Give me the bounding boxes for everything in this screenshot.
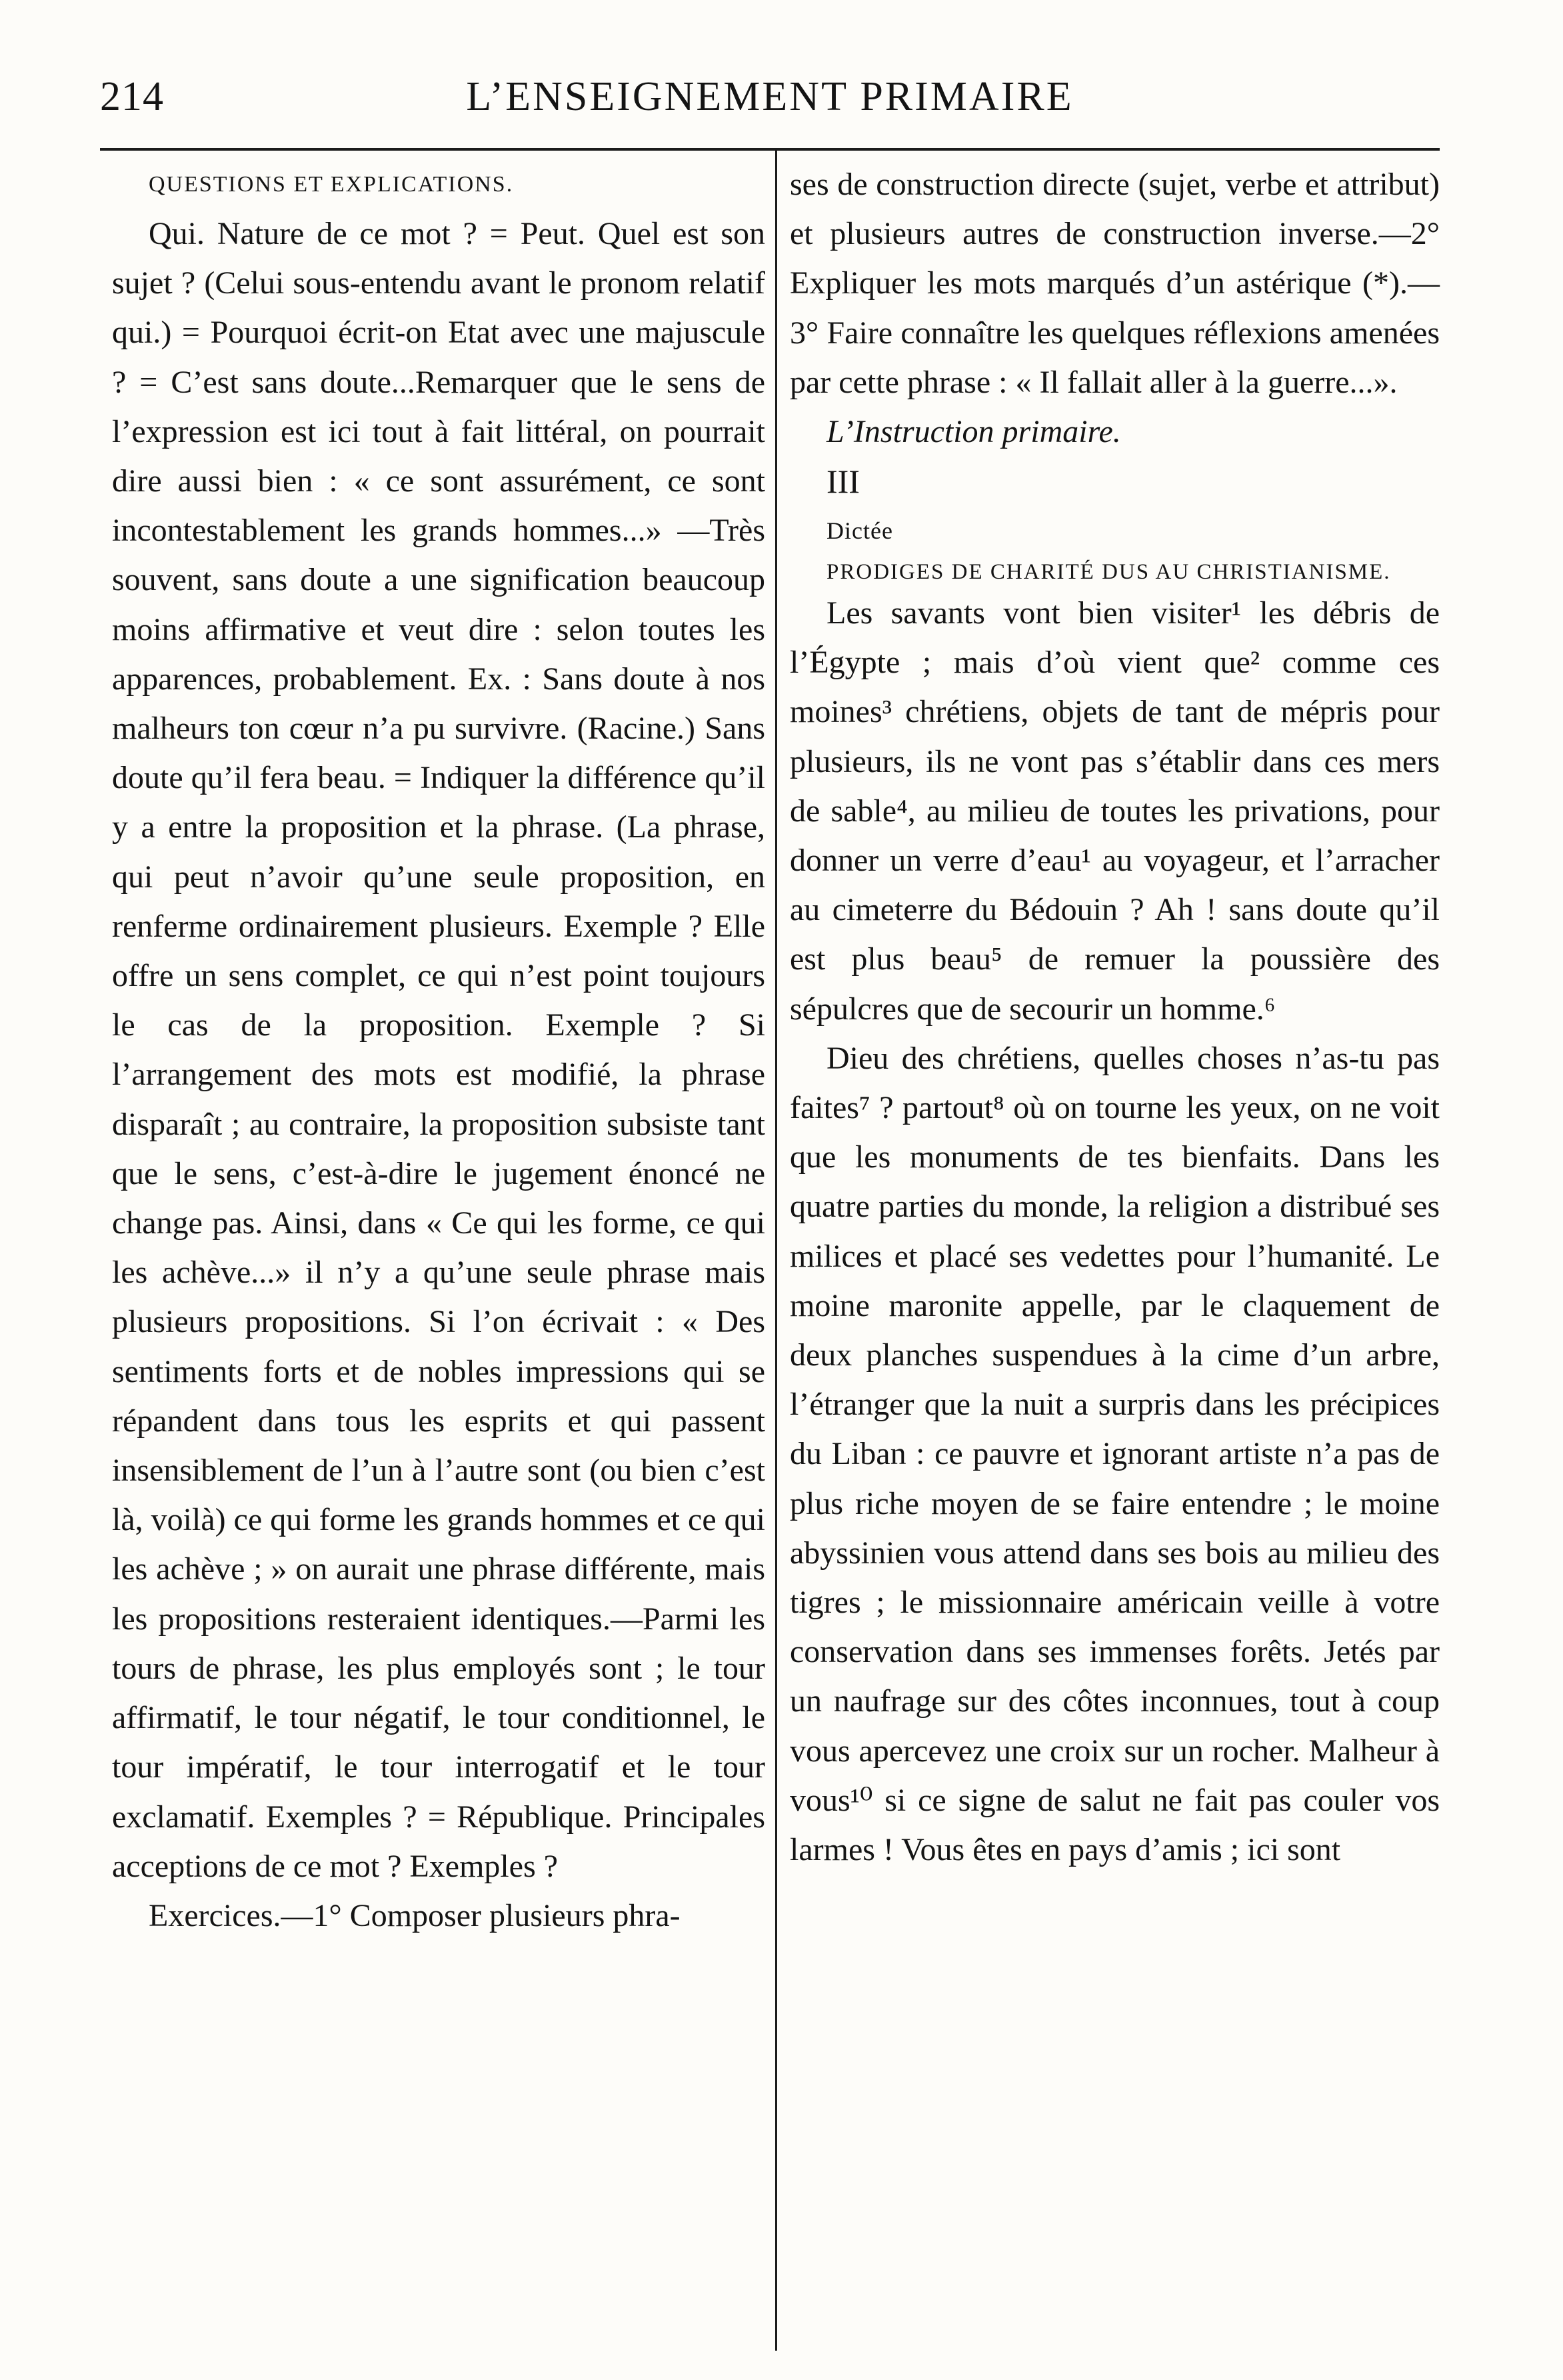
left-column [112, 160, 765, 1941]
running-title: L’ENSEIGNEMENT PRIMAIRE [466, 74, 1074, 119]
page-header [100, 67, 1440, 127]
dictation-title: PRODIGES DE CHARITÉ DUS AU CHRISTIANISME. [826, 560, 1391, 585]
exercises-paragraph: Exercices.—1° Composer plusieurs phra- [149, 1897, 681, 1933]
questions-body: Qui. Nature de ce mot ? = Peut. Quel est son sujet ? (Celui sous-entendu avant le pronom relatif qui.) = Pourquoi écrit-on Etat avec une majuscule ? = C’est sans doute...Remarquer que le sens de l’expression est ici tout à fait littéral, on pourrait dire aussi bien : « ce sont assurément, ce sont incontestablement les grands hommes...» —Très souvent, sans doute a une signification beaucoup moins affirmative et veut dire : selon toutes les apparences, probablement. Ex. : Sans doute à nos malheurs ton cœur n’a pu survivre. (Racine.) Sans doute qu’il fera beau. = Indiquer la différence qu’il y a entre la proposition et la phrase. (La phrase, qui peut n’avoir qu’une seule proposition, en renferme ordinairement plusieurs. Exemple ? Elle offre un sens complet, ce qui n’est point toujours le cas de la proposition. Exemple ? Si l’arrangement des mots est modifié, la phrase disparaît ; au contraire, la proposition subsiste tant que le sens, c’est-à-dire le jugement énoncé ne change pas. Ainsi, dans « Ce qui les forme, ce qui les achève...» il n’y a qu’une seule phrase mais plusieurs propositions. Si l’on écrivait : « Des sentiments forts et de nobles impressions qui se répandent dans tous les esprits et qui passent insensiblement de l’un à l’autre sont (ou bien c’est là, voilà) ce qui forme les grands hommes et ce qui les achève ; » on aurait une phrase différente, mais les propositions resteraient identiques.—Parmi les tours de phrase, les plus employés sont ; le tour affirmatif, le tour négatif, le tour conditionnel, le tour impératif, le tour interrogatif et le tour exclamatif. Exemples ? = République. Principales acceptions de ce mot ? Exemples ? [112, 216, 765, 1884]
dictation-paragraph-1: Les savants vont bien visiter¹ les débris de l’Égypte ; mais d’où vient que² comme ces moines³ chrétiens, objets de tant de mépris pour plusieurs, ils ne vont pas s’établir dans ces mers de sable⁴, au milieu de toutes les privations, pour donner un verre d’eau¹ au voyageur, et l’arracher au cimeterre du Bédouin ? Ah ! sans doute qu’il est plus beau⁵ de remuer la poussière des sépulcres que de secourir un homme.⁶ [790, 595, 1440, 1027]
questions-heading: QUESTIONS ET EXPLICATIONS. [149, 172, 514, 197]
dictation-paragraph-2: Dieu des chrétiens, quelles choses n’as-tu pas faites⁷ ? partout⁸ où on tourne les yeux, on ne voit que les monuments de tes bienfaits. Dans les quatre parties du monde, la religion a distribué ses milices et placé ses vedettes pour l’humanité. Le moine maronite appelle, par le claquement de deux planches suspendues à la cime d’un arbre, l’étranger que la nuit a surpris dans les précipices du Liban : ce pauvre et ignorant artiste n’a pas de plus riche moyen de se faire entendre ; le moine abyssinien vous attend dans ses bois au milieu des tigres ; le missionnaire américain veille à votre conservation dans ses immenses forêts. Jetés par un naufrage sur des côtes inconnues, tout à coup vous apercevez une croix sur un rocher. Malheur à vous¹⁰ si ce signe de salut ne fait pas couler vos larmes ! Vous êtes en pays d’amis ; ici sont [790, 1040, 1440, 1868]
source-attribution: L’Instruction primaire. [826, 414, 1121, 450]
section-number: III [826, 463, 860, 501]
right-column [790, 160, 1440, 1875]
page-number: 214 [100, 74, 164, 119]
header-rule [100, 148, 1440, 151]
section-label: Dictée [826, 517, 893, 545]
column-divider [775, 151, 777, 2351]
exercises-continuation: ses de construction directe (sujet, verbe et attribut) et plusieurs autres de construction inverse.—2° Expliquer les mots marqués d’un astérique (*).—3° Faire connaître les quelques réflexions amenées par cette phrase : « Il fallait aller à la guerre...». [790, 167, 1440, 400]
